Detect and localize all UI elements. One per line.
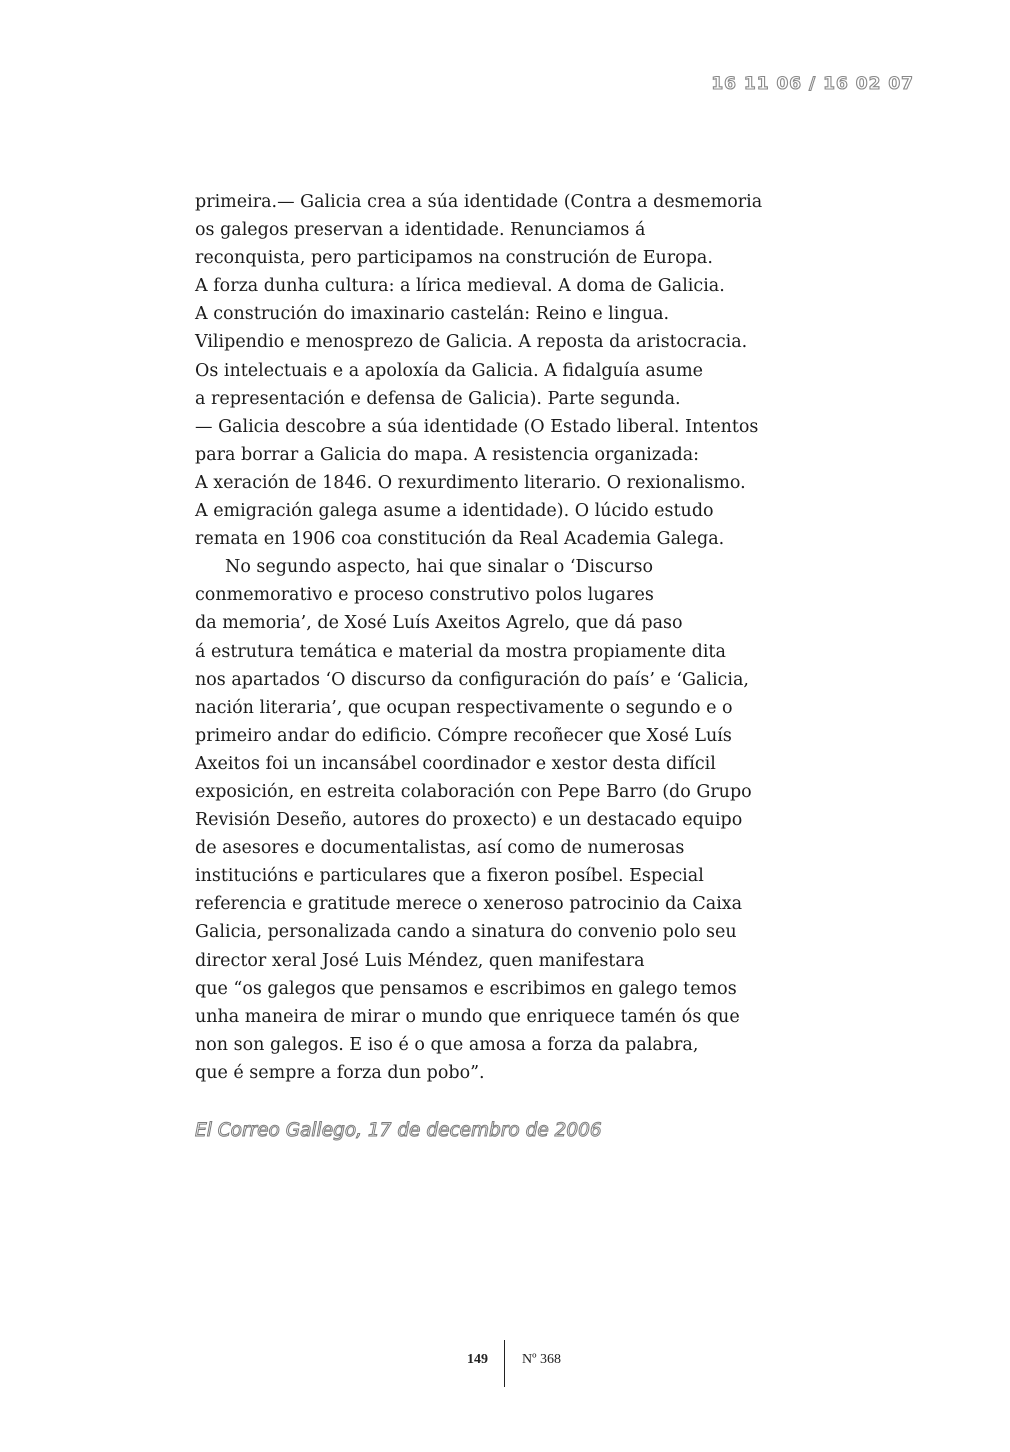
article-line: que “os galegos que pensamos e escribimos en galego temos xyxy=(195,978,737,999)
article-line: Axeitos foi un incansábel coordinador e xestor desta difícil xyxy=(195,753,716,774)
article-line: primeiro andar do edificio. Cómpre recoñecer que Xosé Luís xyxy=(195,725,732,746)
article-line: director xeral José Luis Méndez, quen manifestara xyxy=(195,950,645,971)
article-line: Revisión Deseño, autores do proxecto) e un destacado equipo xyxy=(195,810,743,831)
article-line: da memoria’, de Xosé Luís Axeitos Agrelo, que dá paso xyxy=(195,613,683,634)
article-line: remata en 1906 coa constitución da Real Academia Galega. xyxy=(195,529,725,550)
page-footer xyxy=(0,1340,1010,1388)
paragraph-start-line: No segundo aspecto, hai que sinalar o ‘Discurso xyxy=(225,557,653,578)
issue-number: Nº 368 xyxy=(522,1352,561,1367)
article-line: — Galicia descobre a súa identidade (O Estado liberal. Intentos xyxy=(195,416,759,437)
article-line: á estrutura temática e material da mostra propiamente dita xyxy=(195,641,726,662)
article-line: que é sempre a forza dun pobo”. xyxy=(195,1062,485,1083)
article-line: A forza dunha cultura: a lírica medieval. A doma de Galicia. xyxy=(195,276,725,297)
article-line: de asesores e documentalistas, así como de numerosas xyxy=(195,838,685,859)
footer-divider xyxy=(504,1340,505,1387)
article-line: Os intelectuais e a apoloxía da Galicia. A fidalguía asume xyxy=(195,360,704,381)
article-line: referencia e gratitude merece o xeneroso patrocinio da Caixa xyxy=(195,894,743,915)
header-date-range: 16 11 06 / 16 02 07 xyxy=(711,74,914,94)
article-line: nación literaria’, que ocupan respectivamente o segundo e o xyxy=(195,697,733,718)
article-line: institucións e particulares que a fixeron posíbel. Especial xyxy=(195,866,704,887)
article-line: A emigración galega asume a identidade). O lúcido estudo xyxy=(195,501,714,522)
article-line: para borrar a Galicia do mapa. A resistencia organizada: xyxy=(195,444,700,465)
article-line: a representación e defensa de Galicia). Parte segunda. xyxy=(195,388,681,409)
article-line: conmemorativo e proceso construtivo polos lugares xyxy=(195,585,654,606)
article-line: A construción do imaxinario castelán: Reino e lingua. xyxy=(195,304,670,325)
article-line: os galegos preservan a identidade. Renunciamos á xyxy=(195,220,646,241)
article-line: unha maneira de mirar o mundo que enriquece tamén ós que xyxy=(195,1006,740,1027)
article-line: nos apartados ‘O discurso da configuración do país’ e ‘Galicia, xyxy=(195,669,749,690)
article-line: reconquista, pero participamos na construción de Europa. xyxy=(195,248,713,269)
article-line: A xeración de 1846. O rexurdimento literario. O rexionalismo. xyxy=(195,472,746,493)
article-line: exposición, en estreita colaboración con Pepe Barro (do Grupo xyxy=(195,781,752,802)
article-body xyxy=(195,188,855,1087)
article-line: Vilipendio e menosprezo de Galicia. A reposta da aristocracia. xyxy=(195,332,748,353)
article-line: primeira.— Galicia crea a súa identidade (Contra a desmemoria xyxy=(195,192,763,212)
page-number: 149 xyxy=(467,1352,488,1367)
article-line: Galicia, personalizada cando a sinatura do convenio polo seu xyxy=(195,922,737,943)
article-source-citation: El Correo Gallego, 17 de decembro de 2006 xyxy=(195,1120,602,1141)
article-line: non son galegos. E iso é o que amosa a forza da palabra, xyxy=(195,1034,699,1055)
